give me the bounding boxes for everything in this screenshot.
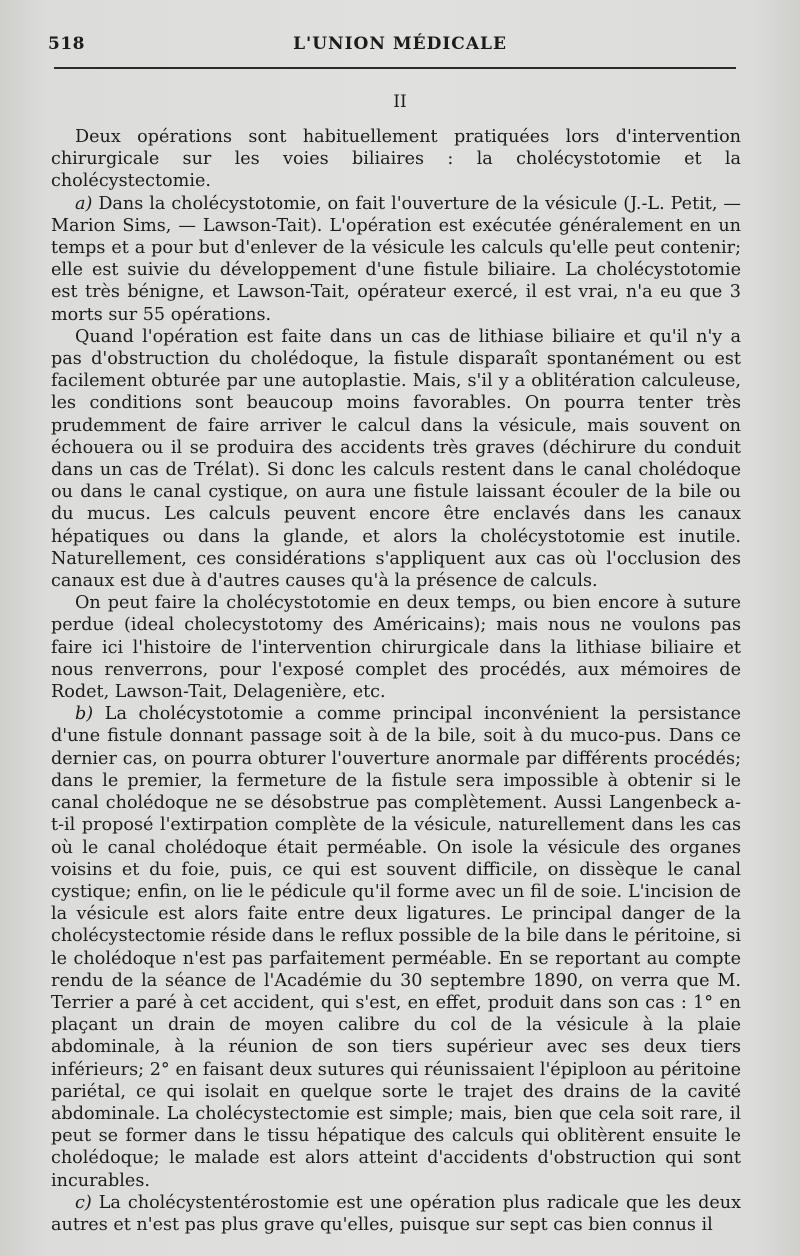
body-text <box>51 126 741 1236</box>
running-header <box>48 34 752 58</box>
paragraph-text: La cholécystentérostomie est une opération plus radicale que les deux autres et n'est pas plus grave qu'elles, puisque sur sept cas bien connus il <box>51 1192 741 1235</box>
item-letter: c) <box>75 1192 92 1213</box>
paragraph-text: La cholécystotomie a comme principal inconvénient la persistance d'une fistule donnant passage soit à de la bile, soit à du muco-pus. Dans ce dernier cas, on pourra obturer l'ouverture anormale par différents procédés; dans le premier, la fermeture de la fistule sera impossible à obtenir si le canal cholédoque ne se désobstrue pas complètement. Aussi Langenbeck a-t-il proposé l'extirpation complète de la vésicule, naturellement dans les cas où le canal cholédoque était perméable. On isole la vésicule des organes voisins et du foie, puis, ce qui est souvent difficile, on dissèque le canal cystique; enfin, on lie le pédicule qu'il forme avec un fil de soie. L'incision de la vésicule est alors faite entre deux ligatures. Le principal danger de la cholécystectomie réside dans le reflux possible de la bile dans le péritoine, si le cholédoque n'est pas parfaitement perméable. En se reportant au compte rendu de la séance de l'Académie du 30 septembre 1890, on verra que M. Terrier a paré à cet accident, qui s'est, en effet, produit dans son cas : 1° en plaçant un drain de moyen calibre du col de la vésicule à la plaie abdominale, à la réunion de son tiers supérieur avec ses deux tiers inférieurs; 2° en faisant deux sutures qui réunissaient l'épiploon au péritoine pariétal, ce qui isolait en quelque sorte le trajet des drains de la cavité abdominale. La cholécystectomie est simple; mais, bien que cela soit rare, il peut se former dans le tissu hépatique des calculs qui oblitèrent ensuite le cholédoque; le malade est alors atteint d'accidents d'obstruction qui sont incurables. <box>51 704 742 1191</box>
paragraph-text: Dans la cholécystotomie, on fait l'ouverture de la vésicule (J.-L. Petit, — Marion Sims, — Lawson-Tait). L'opération est exécutée généralement en un temps et a pour but d'enlever de la vésicule les calculs qu'elle peut contenir; elle est suivie du développement d'une fistule biliaire. La cholécystotomie est très bénigne, et Lawson-Tait, opérateur exercé, il est vrai, n'a eu que 3 morts sur 55 opérations. <box>51 193 741 325</box>
paragraph <box>51 1192 741 1236</box>
paragraph <box>51 126 741 193</box>
paragraph <box>51 703 741 1191</box>
page-number: 518 <box>48 34 85 54</box>
paragraph-text: Deux opérations sont habituellement pratiquées lors d'intervention chirurgicale sur les voies biliaires : la cholécystotomie et la cholécystectomie. <box>51 127 741 192</box>
paragraph <box>51 193 741 326</box>
header-rule <box>54 67 736 69</box>
paragraph-text: On peut faire la cholécystotomie en deux temps, ou bien encore à suture perdue (ideal cholecystotomy des Américains); mais nous ne voulons pas faire ici l'histoire de l'intervention chirurgicale dans la lithiase biliaire et nous renverrons, pour l'exposé complet des procédés, aux mémoires de Rodet, Lawson-Tait, Delagenière, etc. <box>51 593 741 703</box>
item-letter: a) <box>75 193 93 214</box>
paragraph-text: Quand l'opération est faite dans un cas de lithiase biliaire et qu'il n'y a pas d'obstruction du cholédoque, la fistule disparaît spontanément ou est facilement obturée par une autoplastie. Mais, s'il y a oblitération calculeuse, les conditions sont beaucoup moins favorables. On pourra tenter très prudemment de faire arriver le calcul dans la vésicule, mais souvent on échouera ou il se produira des accidents très graves (déchirure du conduit dans un cas de Trélat). Si donc les calculs restent dans le canal cholédoque ou dans le canal cystique, on aura une fistule laissant écouler de la bile ou du mucus. Les calculs peuvent encore être enclavés dans les canaux hépatiques ou dans la glande, et alors la cholécystotomie est inutile. Naturellement, ces considérations s'appliquent aux cas où l'occlusion des canaux est due à d'autres causes qu'à la présence de calculs. <box>51 326 741 592</box>
running-title: L'UNION MÉDICALE <box>293 34 507 54</box>
paragraph <box>51 592 741 703</box>
paragraph <box>51 326 741 592</box>
section-number: II <box>393 92 407 112</box>
item-letter: b) <box>75 704 94 725</box>
